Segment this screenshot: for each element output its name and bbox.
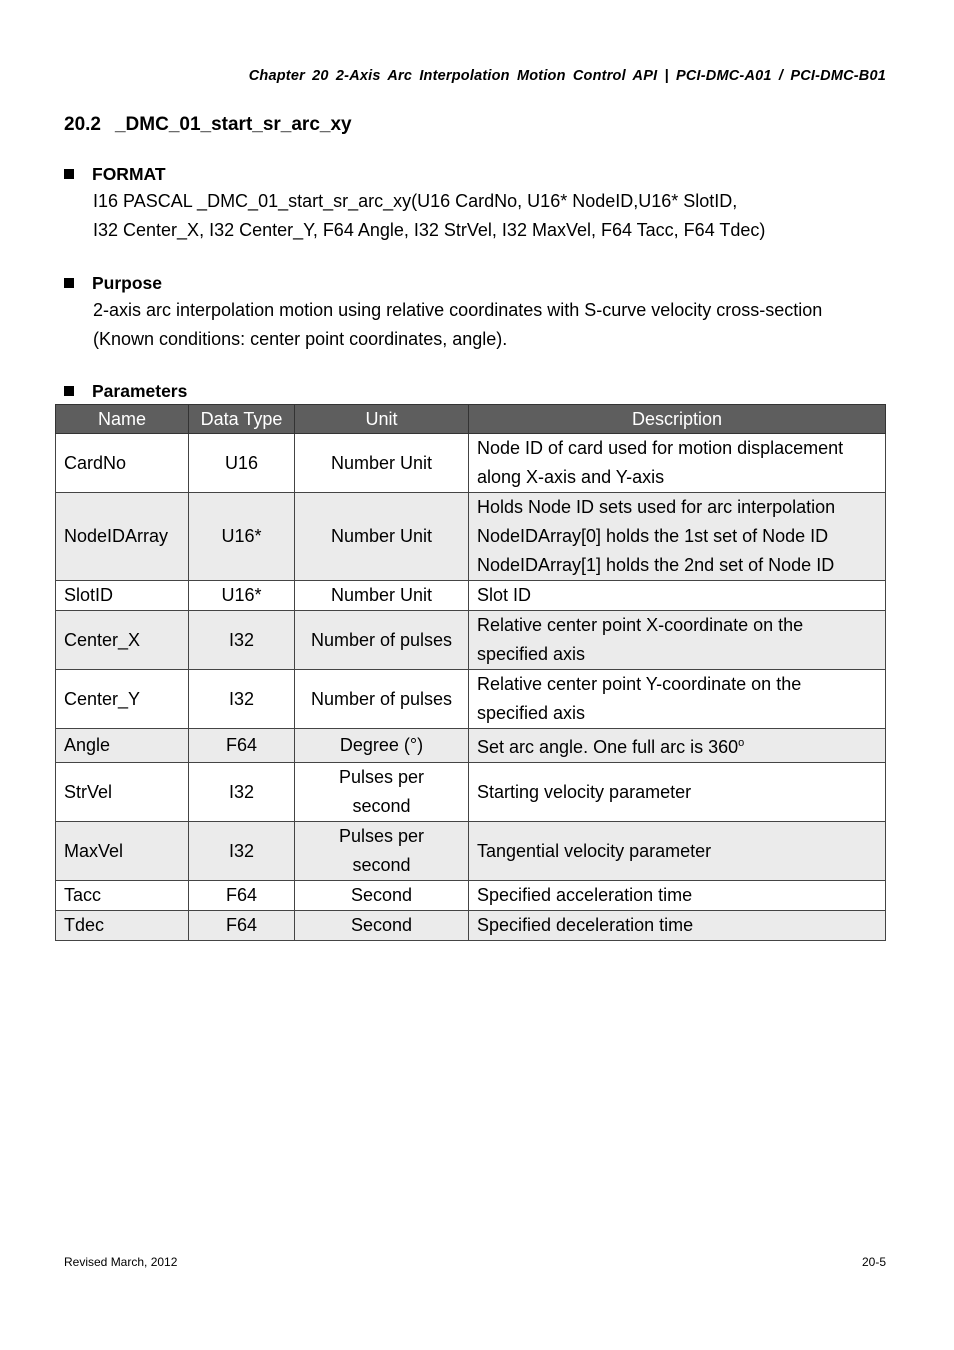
param-type-cell: U16* xyxy=(189,493,295,581)
param-description-text: Specified deceleration time xyxy=(477,915,694,935)
parameters-section xyxy=(64,378,894,404)
param-description-text: Node ID of card used for motion displacement xyxy=(477,438,844,458)
param-type-cell: I32 xyxy=(189,763,295,822)
param-name-cell: Tacc xyxy=(56,881,189,911)
table-row xyxy=(56,822,886,881)
param-unit-cell xyxy=(295,822,469,881)
param-type-cell: I32 xyxy=(189,670,295,729)
param-name-cell: Center_X xyxy=(56,611,189,670)
format-signature xyxy=(64,187,894,245)
table-row xyxy=(56,911,886,941)
param-name-cell: Center_Y xyxy=(56,670,189,729)
param-unit-cell xyxy=(295,763,469,822)
param-type-cell: I32 xyxy=(189,611,295,670)
purpose-line: 2-axis arc interpolation motion using relative coordinates with S-curve velocity cross-section xyxy=(93,300,823,320)
param-type-cell: F64 xyxy=(189,881,295,911)
param-description-text: Slot ID xyxy=(477,585,532,605)
param-description-cell xyxy=(469,493,886,581)
page-number: 20-5 xyxy=(861,1255,886,1269)
param-description-text: NodeIDArray[1] holds the 2nd set of Node ID xyxy=(477,555,835,575)
column-header-name: Name xyxy=(56,405,189,434)
param-unit-cell xyxy=(295,911,469,941)
param-name-cell: SlotID xyxy=(56,581,189,611)
param-unit-cell xyxy=(295,611,469,670)
param-description-line xyxy=(477,699,877,728)
param-description-line xyxy=(477,493,877,522)
column-header-unit: Unit xyxy=(295,405,469,434)
param-name-cell: MaxVel xyxy=(56,822,189,881)
purpose-line: (Known conditions: center point coordinates, angle). xyxy=(93,329,508,349)
table-row xyxy=(56,881,886,911)
column-header-data-type: Data Type xyxy=(189,405,295,434)
param-description-text: Holds Node ID sets used for arc interpolation xyxy=(477,497,836,517)
param-description-text: Relative center point Y-coordinate on the xyxy=(477,674,802,694)
table-row xyxy=(56,611,886,670)
param-unit-cell xyxy=(295,581,469,611)
running-header: Chapter 20 2-Axis Arc Interpolation Motion Control API | PCI-DMC-A01 / PCI-DMC-B01 xyxy=(248,68,886,84)
param-unit-line: Pulses per xyxy=(338,826,425,846)
param-type-cell: U16* xyxy=(189,581,295,611)
bullet-square-icon xyxy=(64,169,74,179)
param-type-cell: F64 xyxy=(189,729,295,763)
purpose-heading-label: Purpose xyxy=(92,273,163,293)
param-unit-line: Number Unit xyxy=(330,585,433,605)
param-unit-line: second xyxy=(352,855,411,875)
param-description-line xyxy=(477,434,877,463)
table-row xyxy=(56,581,886,611)
function-name: _DMC_01_start_sr_arc_xy xyxy=(114,114,352,135)
param-unit-line: Number Unit xyxy=(330,452,433,473)
param-description-cell xyxy=(469,911,886,941)
param-description-line xyxy=(477,551,877,580)
param-description-cell xyxy=(469,611,886,670)
table-row xyxy=(56,729,886,763)
format-heading-label: FORMAT xyxy=(92,164,166,184)
param-name-cell: Angle xyxy=(56,729,189,763)
param-description-text: Tangential velocity parameter xyxy=(477,840,712,861)
param-description-cell xyxy=(469,670,886,729)
param-description-cell xyxy=(469,822,886,881)
param-description-line xyxy=(477,670,877,699)
degree-superscript: o xyxy=(738,737,745,749)
param-unit-cell xyxy=(295,493,469,581)
parameters-heading-label: Parameters xyxy=(92,381,188,401)
table-row xyxy=(56,670,886,729)
param-unit-line: Degree (°) xyxy=(339,735,424,755)
format-section xyxy=(64,161,894,245)
parameters-table xyxy=(55,404,886,941)
bullet-square-icon xyxy=(64,386,74,396)
format-line: I16 PASCAL _DMC_01_start_sr_arc_xy(U16 CardNo, U16* NodeID,U16* SlotID, xyxy=(93,191,738,211)
param-description-line xyxy=(477,463,877,492)
param-description-line xyxy=(477,911,877,940)
param-unit-cell xyxy=(295,670,469,729)
param-type-cell: F64 xyxy=(189,911,295,941)
param-description-line xyxy=(477,837,877,866)
section-title xyxy=(64,114,352,136)
param-unit-line: Pulses per xyxy=(338,767,425,787)
bullet-square-icon xyxy=(64,278,74,288)
param-unit-line: Number of pulses xyxy=(310,688,453,709)
param-unit-line: Second xyxy=(350,915,413,935)
section-number: 20.2 xyxy=(64,114,101,135)
param-unit-cell xyxy=(295,729,469,763)
param-description-text: NodeIDArray[0] holds the 1st set of Node ID xyxy=(477,526,829,546)
param-description-line xyxy=(477,611,877,640)
param-description-text: Specified acceleration time xyxy=(477,885,693,905)
purpose-section xyxy=(64,270,894,354)
column-header-description: Description xyxy=(469,405,886,434)
parameters-heading xyxy=(64,378,894,404)
param-description-cell xyxy=(469,581,886,611)
param-description-line xyxy=(477,729,877,762)
param-unit-line: Number Unit xyxy=(330,526,433,546)
purpose-text xyxy=(64,296,894,354)
param-name-cell: CardNo xyxy=(56,434,189,493)
param-unit-line: Number of pulses xyxy=(310,629,453,650)
format-line: I32 Center_X, I32 Center_Y, F64 Angle, I32 StrVel, I32 MaxVel, F64 Tacc, F64 Tdec) xyxy=(93,220,766,240)
param-name-cell: StrVel xyxy=(56,763,189,822)
param-description-line xyxy=(477,778,877,807)
param-description-text: Starting velocity parameter xyxy=(477,781,692,802)
table-row xyxy=(56,763,886,822)
parameters-table-body xyxy=(56,434,886,941)
param-description-cell xyxy=(469,434,886,493)
param-description-line xyxy=(477,881,877,910)
param-unit-cell xyxy=(295,434,469,493)
table-header-row xyxy=(56,405,886,434)
param-description-text: specified axis xyxy=(477,703,586,723)
revision-date: Revised March, 2012 xyxy=(64,1255,178,1269)
param-description-line xyxy=(477,581,877,610)
table-row xyxy=(56,434,886,493)
param-unit-cell xyxy=(295,881,469,911)
table-row xyxy=(56,493,886,581)
format-heading xyxy=(64,161,894,187)
param-name-cell: NodeIDArray xyxy=(56,493,189,581)
param-description-cell xyxy=(469,729,886,763)
param-description-line xyxy=(477,640,877,669)
param-unit-line: second xyxy=(352,796,411,816)
param-type-cell: U16 xyxy=(189,434,295,493)
param-description-text: along X-axis and Y-axis xyxy=(477,467,665,487)
param-description-text: Set arc angle. One full arc is 360 xyxy=(477,737,739,757)
purpose-heading xyxy=(64,270,894,296)
param-unit-line: Second xyxy=(350,885,413,905)
param-description-cell xyxy=(469,881,886,911)
param-description-text: specified axis xyxy=(477,644,586,664)
param-description-text: Relative center point X-coordinate on the xyxy=(477,615,804,635)
param-name-cell: Tdec xyxy=(56,911,189,941)
param-description-line xyxy=(477,522,877,551)
param-description-cell xyxy=(469,763,886,822)
param-type-cell: I32 xyxy=(189,822,295,881)
